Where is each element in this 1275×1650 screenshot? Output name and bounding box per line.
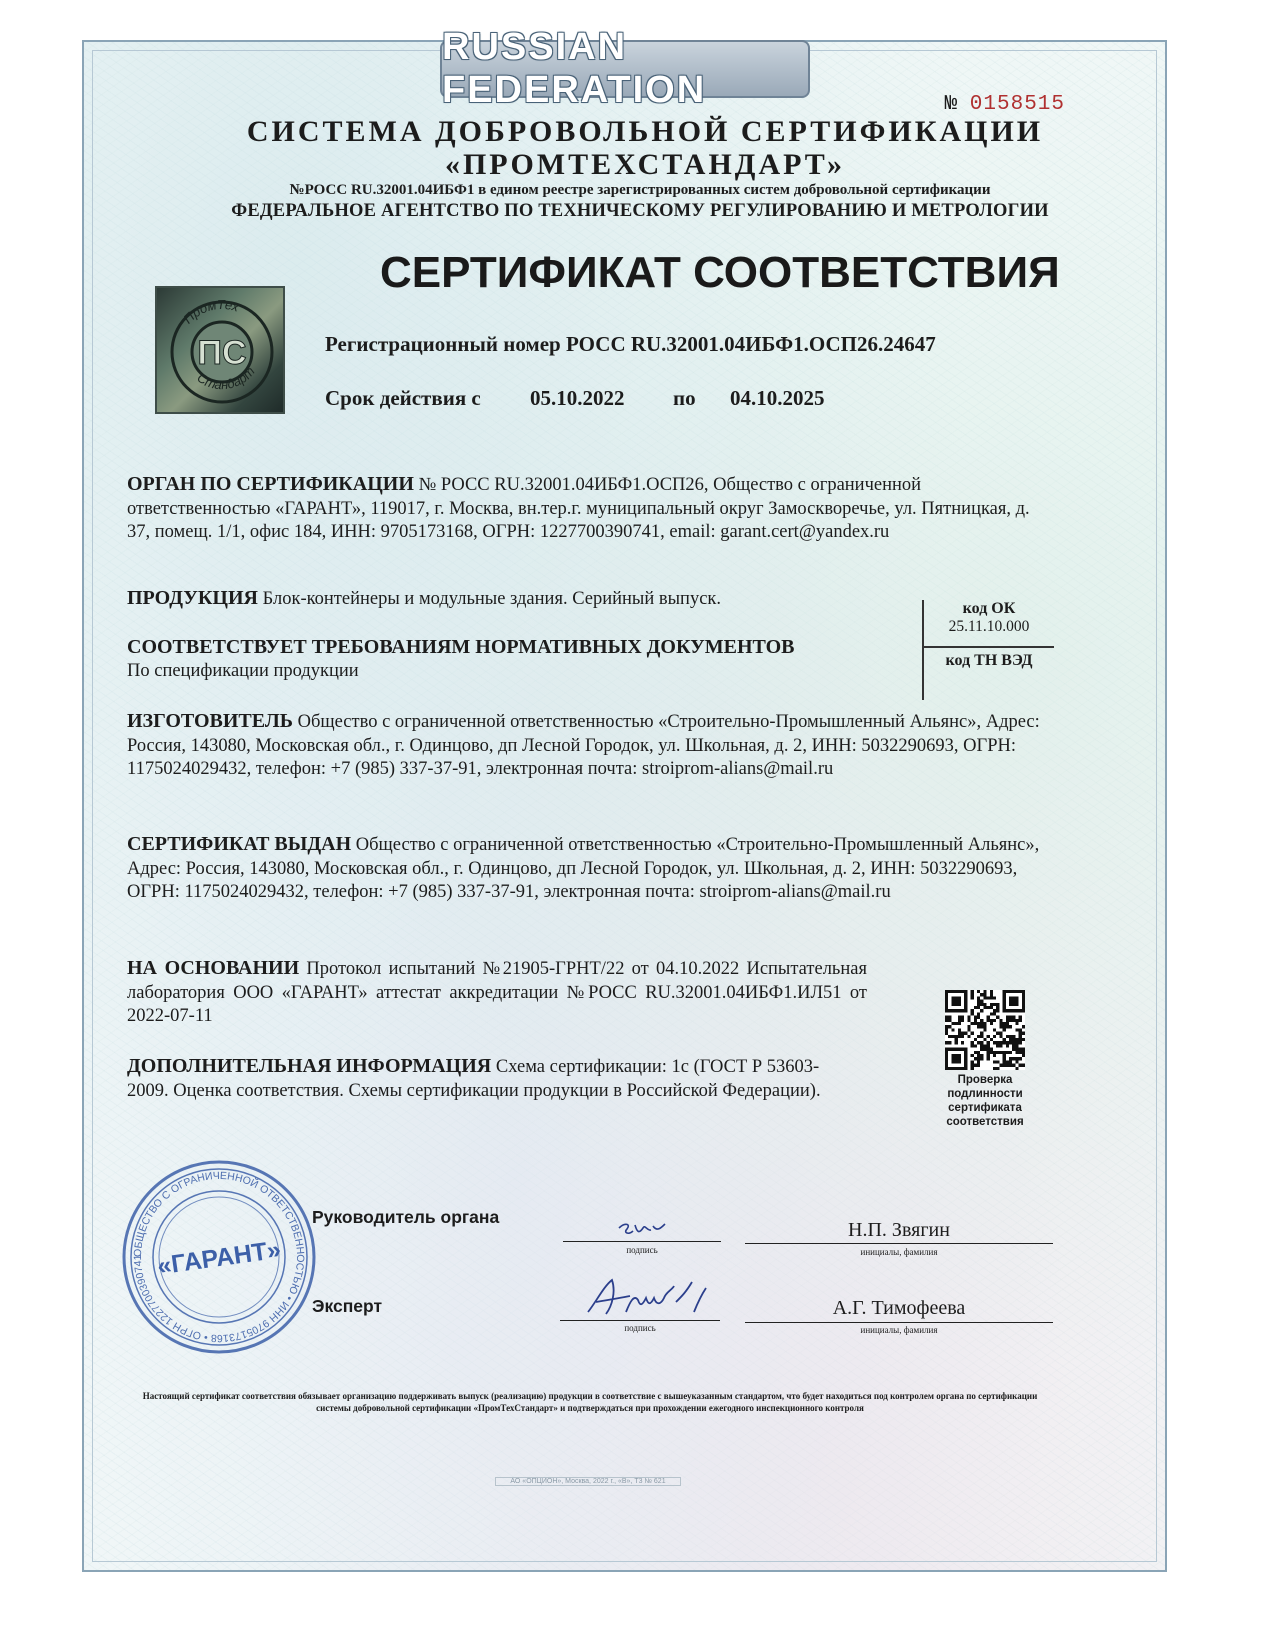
head-name-caption: инициалы, фамилия [860, 1247, 938, 1257]
serial-value: 0158515 [969, 93, 1065, 116]
system-title-line1: СИСТЕМА ДОБРОВОЛЬНОЙ СЕРТИФИКАЦИИ [246, 115, 1044, 148]
conformity-section [127, 636, 907, 683]
product-section [127, 587, 1057, 612]
certificate-title: СЕРТИФИКАТ СООТВЕТСТВИЯ [380, 248, 1060, 297]
basis-section [127, 957, 867, 1029]
printer-mark: АО «ОПЦИОН», Москва, 2022 г., «В», Т3 № 621 [495, 1477, 681, 1486]
head-signature-line [563, 1241, 721, 1242]
manufacturer-section [127, 710, 1057, 782]
conformity-text: По спецификации продукции [127, 660, 359, 681]
hologram-top-text: ПромТех [180, 296, 241, 327]
product-label: ПРОДУКЦИЯ [127, 587, 258, 609]
registry-line: №РОСС RU.32001.04ИБФ1 в едином реестре зарегистрированных систем добровольной сертификации [289, 182, 991, 198]
expert-signature-caption: подпись [624, 1323, 656, 1333]
hologram-mark: ПС [197, 334, 247, 372]
head-name-line [745, 1243, 1053, 1244]
organization-stamp [120, 1158, 318, 1356]
manufacturer-label: ИЗГОТОВИТЕЛЬ [127, 710, 293, 732]
basis-label: НА ОСНОВАНИИ [127, 957, 300, 979]
expert-role: Эксперт [312, 1296, 383, 1316]
stamp-center-text: «ГАРАНТ» [155, 1235, 283, 1281]
system-title-line2: «ПРОМТЕХСТАНДАРТ» [444, 148, 846, 181]
round-stamp-icon [120, 1158, 318, 1356]
valid-from: 05.10.2022 [530, 386, 625, 410]
manufacturer-text: Общество с ограниченной ответственностью «Строительно-Промышленный Альянс», Адрес: Россия, 143080, Московская обл., г. Одинцово, дп Лесной Городок, ул. Школьная, д. 2, ИНН: 5032290693, ОГРН: 1175024029432, телефон: +7 (985) 337-37-91, электронная почта: stroiprom-alians@mail.ru [127, 712, 1040, 779]
certification-body-section [127, 473, 1057, 545]
additional-info-section [127, 1055, 847, 1103]
tnved-code-label: код ТН ВЭД [945, 652, 1033, 669]
qr-caption: Проверка подлинности сертификата соответствия [946, 1074, 1024, 1128]
product-text: Блок-контейнеры и модульные здания. Серийный выпуск. [262, 589, 722, 609]
expert-signature-icon [582, 1272, 712, 1322]
agency-line: ФЕДЕРАЛЬНОЕ АГЕНТСТВО ПО ТЕХНИЧЕСКОМУ РЕГУЛИРОВАНИЮ И МЕТРОЛОГИИ [231, 201, 1049, 221]
additional-info-text: Схема сертификации: 1с (ГОСТ Р 53603-2009. Оценка соответствия. Схемы сертификации продукции в Российской Федерации). [127, 1057, 821, 1101]
head-role: Руководитель органа [312, 1207, 500, 1227]
qr-code-icon[interactable] [945, 990, 1025, 1070]
valid-to-label: по [673, 386, 696, 410]
qr-code-graphic [945, 990, 1025, 1070]
expert-name: А.Г. Тимофеева [832, 1297, 966, 1319]
hologram-bottom-text: Стандарт [194, 363, 258, 393]
country-banner: RUSSIAN FEDERATION [440, 40, 810, 98]
product-codes [922, 600, 1054, 700]
certification-body-text: № РОСС RU.32001.04ИБФ1.ОСП26, Общество с ограниченной ответственностью «ГАРАНТ», 119017, г. Москва, вн.тер.г. муниципальный округ Замоскворечье, ул. Пятницкая, д. 37, помещ. 1/1, офис 184, ИНН: 9705173168, ОГРН: 1227700390741, email: garant.cert@yandex.ru [127, 475, 1030, 542]
conformity-label: СООТВЕТСТВУЕТ ТРЕБОВАНИЯМ НОРМАТИВНЫХ ДОКУМЕНТОВ [127, 636, 795, 658]
issued-to-text: Общество с ограниченной ответственностью «Строительно-Промышленный Альянс», Адрес: Россия, 143080, Московская обл., г. Одинцово, дп Лесной Городок, ул. Школьная, д. 2, ИНН: 5032290693, ОГРН: 1175024029432, телефон: +7 (985) 337-37-91, электронная почта: stroiprom-alians@mail.ru [127, 835, 1040, 902]
expert-name-caption: инициалы, фамилия [860, 1325, 938, 1335]
serial-number [945, 93, 1065, 116]
valid-to: 04.10.2025 [730, 386, 825, 410]
basis-text: Протокол испытаний №21905-ГРНТ/22 от 04.10.2022 Испытательная лаборатория ООО «ГАРАНТ» аттестат аккредитации №РОСС RU.32001.04ИБФ1.ИЛ51 от 2022-07-11 [127, 959, 867, 1026]
ps-logo-icon [157, 288, 287, 416]
expert-signature-line [560, 1320, 720, 1321]
head-name: Н.П. Звягин [848, 1219, 950, 1241]
head-signature-caption: подпись [626, 1245, 658, 1255]
registration-number: Регистрационный номер РОСС RU.32001.04ИБФ1.ОСП26.24647 [325, 332, 936, 356]
serial-prefix: № [944, 93, 958, 116]
codes-divider [924, 646, 1054, 648]
stamp-ring-text: ОБЩЕСТВО С ОГРАНИЧЕННОЙ ОТВЕТСТВЕННОСТЬЮ • ИНН 9705173168 • ОГРН 1227700390741 [131, 1169, 307, 1345]
issued-to-label: СЕРТИФИКАТ ВЫДАН [127, 833, 352, 855]
certification-body-label: ОРГАН ПО СЕРТИФИКАЦИИ [127, 473, 414, 495]
issued-to-section [127, 833, 1057, 905]
additional-info-label: ДОПОЛНИТЕЛЬНАЯ ИНФОРМАЦИЯ [127, 1055, 492, 1077]
validity-label: Срок действия с [325, 386, 481, 410]
svg-text:ПромТех [180, 297, 241, 327]
expert-name-line [745, 1322, 1053, 1323]
hologram-logo [155, 286, 285, 414]
footer-notice: Настоящий сертификат соответствия обязывает организацию поддерживать выпуск (реализацию) продукции в соответствие с вышеуказанным стандартом, что будет находиться под контролем органа по сертификации системы добровольной сертификации «ПромТехСтандарт» и подтверждаться при прохождении ежегодного инспекционного контроля [142, 1391, 1038, 1413]
ok-code-value: 25.11.10.000 [948, 618, 1030, 635]
ok-code-label: код ОК [962, 600, 1016, 617]
